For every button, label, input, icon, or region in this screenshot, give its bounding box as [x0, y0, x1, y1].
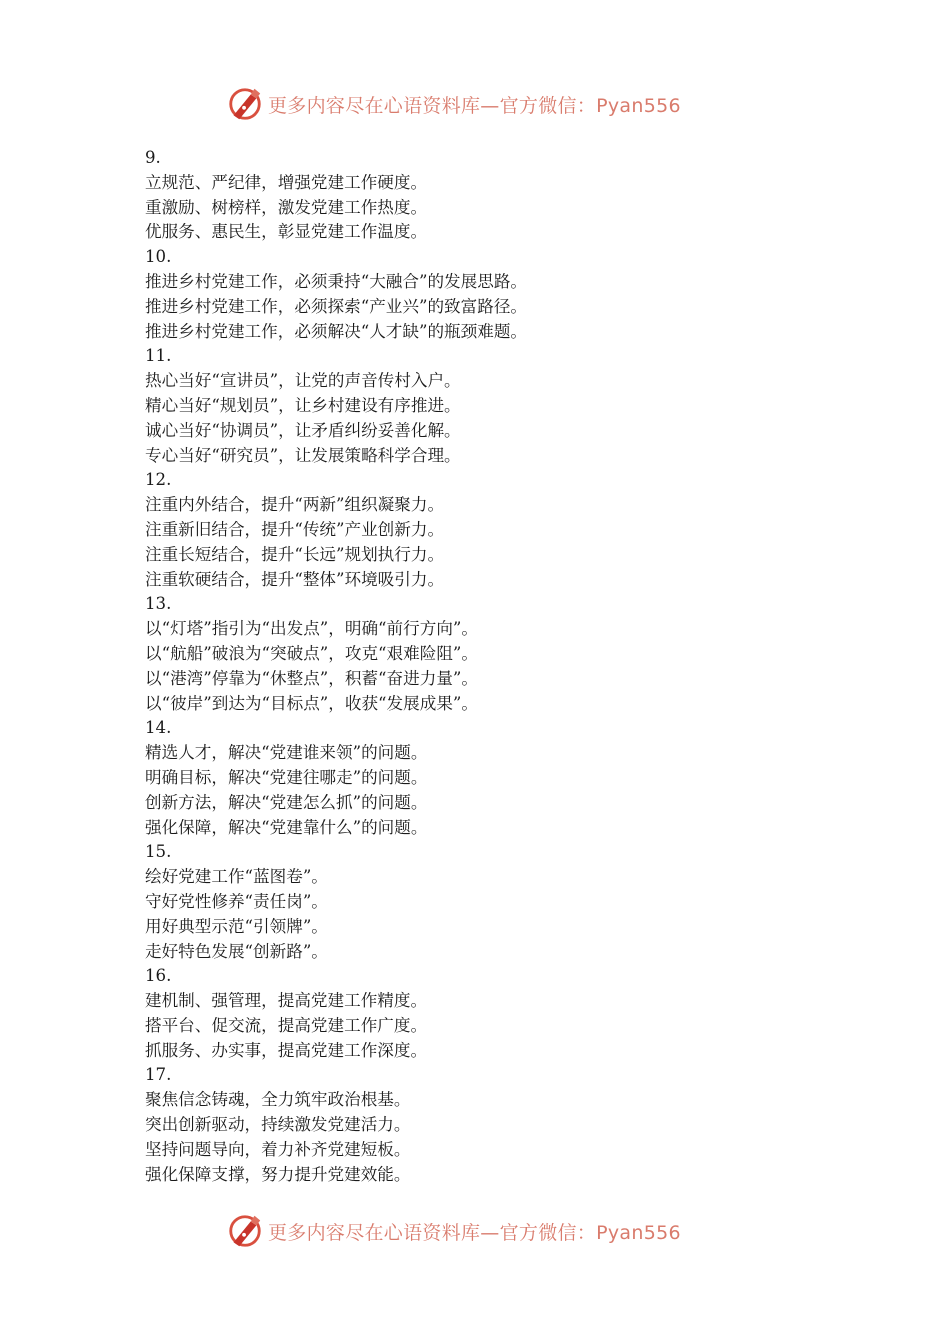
item-line: 绘好党建工作“蓝图卷”。 [145, 867, 328, 887]
banner-text [268, 91, 681, 118]
item-group-9 [145, 146, 845, 245]
item-group-11 [145, 344, 845, 468]
item-line: 以“航船”破浪为“突破点”，攻克“艰难险阻”。 [145, 643, 478, 663]
item-line: 注重新旧结合，提升“传统”产业创新力。 [145, 519, 445, 539]
item-line: 注重内外结合，提升“两新”组织凝聚力。 [145, 495, 445, 515]
item-line: 推进乡村党建工作，必须解决“人才缺”的瓶颈难题。 [145, 321, 528, 341]
item-line: 坚持问题导向，着力补齐党建短板。 [145, 1139, 411, 1159]
item-line: 以“港湾”停靠为“休整点”，积蓄“奋进力量”。 [145, 668, 478, 688]
pen-nib-circle-icon [226, 1212, 264, 1250]
item-number: 11. [145, 346, 172, 366]
item-line: 突出创新驱动，持续激发党建活力。 [145, 1115, 411, 1135]
item-number: 10. [145, 247, 172, 267]
item-line: 热心当好“宣讲员”，让党的声音传村入户。 [145, 371, 461, 391]
item-group-10 [145, 245, 845, 344]
banner-text-en: Pyan556 [596, 94, 681, 117]
item-number: 17. [145, 1065, 172, 1085]
item-line: 以“灯塔”指引为“出发点”，明确“前行方向”。 [145, 619, 478, 639]
item-number: 13. [145, 594, 172, 614]
item-line: 守好党性修养“责任岗”。 [145, 891, 328, 911]
item-line: 强化保障支撑，努力提升党建效能。 [145, 1164, 411, 1184]
banner-text-cn: 更多内容尽在心语资料库—官方微信： [268, 94, 597, 117]
item-line: 重激励、树榜样，激发党建工作热度。 [145, 197, 428, 217]
banner-text-cn: 更多内容尽在心语资料库—官方微信： [268, 1221, 597, 1244]
item-line: 明确目标，解决“党建往哪走”的问题。 [145, 767, 428, 787]
item-line: 立规范、严纪律，增强党建工作硬度。 [145, 172, 428, 192]
item-number: 9. [145, 148, 161, 167]
banner-text-en: Pyan556 [596, 1221, 681, 1244]
item-group-13 [145, 592, 845, 716]
item-line: 建机制、强管理，提高党建工作精度。 [145, 991, 428, 1011]
item-line: 以“彼岸”到达为“目标点”，收获“发展成果”。 [145, 693, 478, 713]
item-line: 推进乡村党建工作，必须秉持“大融合”的发展思路。 [145, 271, 528, 291]
item-number: 15. [145, 842, 172, 862]
item-line: 诚心当好“协调员”，让矛盾纠纷妥善化解。 [145, 420, 461, 440]
item-line: 抓服务、办实事，提高党建工作深度。 [145, 1040, 428, 1060]
item-line: 强化保障，解决“党建靠什么”的问题。 [145, 817, 428, 837]
item-group-12 [145, 468, 845, 592]
item-line: 注重软硬结合，提升“整体”环境吸引力。 [145, 569, 445, 589]
item-line: 专心当好“研究员”，让发展策略科学合理。 [145, 445, 461, 465]
item-line: 优服务、惠民生，彰显党建工作温度。 [145, 222, 428, 242]
item-line: 搭平台、促交流，提高党建工作广度。 [145, 1015, 428, 1035]
banner-text [268, 1218, 681, 1245]
item-line: 用好典型示范“引领牌”。 [145, 916, 328, 936]
item-group-14 [145, 716, 845, 840]
item-line: 聚焦信念铸魂，全力筑牢政治根基。 [145, 1090, 411, 1110]
item-number: 16. [145, 966, 172, 986]
item-group-16 [145, 964, 845, 1063]
header-banner [226, 84, 746, 124]
item-line: 走好特色发展“创新路”。 [145, 941, 328, 961]
pen-nib-circle-icon [226, 85, 264, 123]
item-line: 注重长短结合，提升“长远”规划执行力。 [145, 544, 445, 564]
footer-banner [226, 1211, 746, 1251]
item-line: 创新方法，解决“党建怎么抓”的问题。 [145, 792, 428, 812]
item-line: 精心当好“规划员”，让乡村建设有序推进。 [145, 395, 461, 415]
item-line: 推进乡村党建工作，必须探索“产业兴”的致富路径。 [145, 296, 528, 316]
item-number: 14. [145, 718, 172, 738]
item-group-15 [145, 840, 845, 964]
item-number: 12. [145, 470, 172, 490]
item-group-17 [145, 1063, 845, 1187]
document-body [145, 146, 845, 1187]
item-line: 精选人才，解决“党建谁来领”的问题。 [145, 743, 428, 763]
